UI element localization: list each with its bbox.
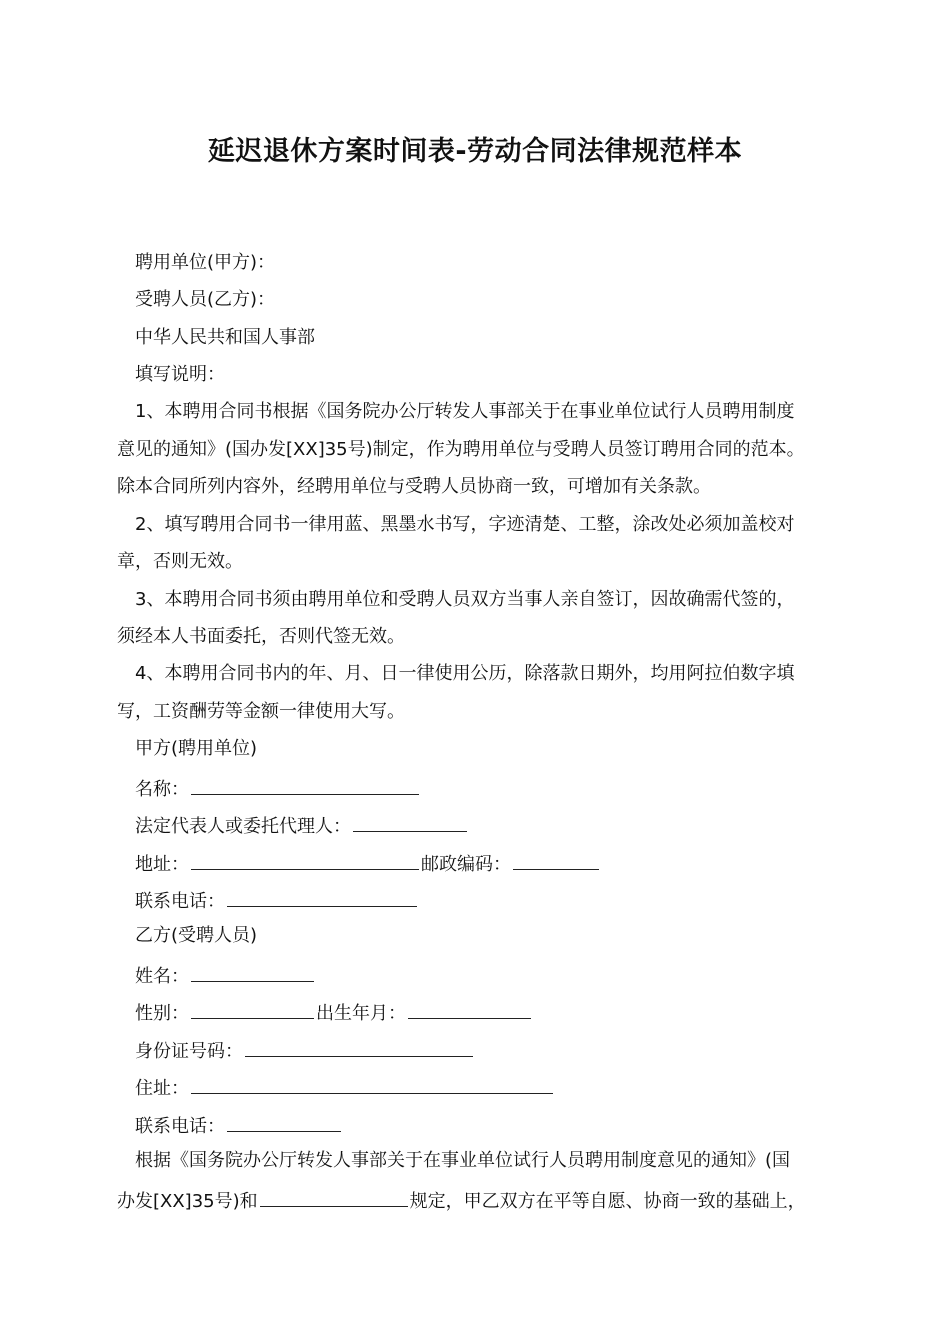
party-a-representative-label: 法定代表人或委托代理人：	[135, 816, 351, 837]
preamble-line-2	[117, 1186, 806, 1215]
party-a-representative-row	[135, 811, 469, 840]
preamble-regulation-blank[interactable]	[260, 1186, 408, 1207]
party-a-phone-label: 联系电话：	[135, 891, 225, 912]
party-b-name-label: 姓名：	[135, 966, 189, 987]
party-b-id-blank[interactable]	[245, 1036, 473, 1057]
instruction-2-line-1: 2、填写聘用合同书一律用蓝、黑墨水书写，字迹清楚、工整，涂改处必须加盖校对	[135, 514, 795, 535]
instruction-1-line-3: 除本合同所列内容外，经聘用单位与受聘人员协商一致，可增加有关条款。	[117, 476, 711, 497]
party-b-gender-blank[interactable]	[191, 998, 314, 1019]
instruction-4-line-1: 4、本聘用合同书内的年、月、日一律使用公历，除落款日期外，均用阿拉伯数字填	[135, 663, 795, 684]
preamble-basis-text: 办发[XX]35号)和	[117, 1191, 258, 1212]
party-b-birth-blank[interactable]	[408, 998, 531, 1019]
party-a-name-blank[interactable]	[191, 774, 419, 795]
instruction-3-line-2: 须经本人书面委托，否则代签无效。	[117, 626, 405, 647]
party-a-representative-blank[interactable]	[353, 811, 467, 832]
party-a-address-row	[135, 849, 601, 878]
party-a-name-label: 名称：	[135, 779, 189, 800]
party-b-phone-blank[interactable]	[227, 1111, 341, 1132]
instructions-heading: 填写说明：	[135, 364, 225, 385]
party-b-phone-row	[135, 1111, 343, 1140]
party-b-address-blank[interactable]	[191, 1073, 553, 1094]
preamble-line-1: 根据《国务院办公厅转发人事部关于在事业单位试行人员聘用制度意见的通知》(国	[135, 1150, 791, 1171]
party-a-phone-blank[interactable]	[227, 886, 417, 907]
instruction-3-line-1: 3、本聘用合同书须由聘用单位和受聘人员双方当事人亲自签订，因故确需代签的，	[135, 589, 795, 610]
party-b-phone-label: 联系电话：	[135, 1116, 225, 1137]
party-b-name-blank[interactable]	[191, 961, 314, 982]
issuer-line: 中华人民共和国人事部	[135, 327, 315, 348]
party-a-address-blank[interactable]	[191, 849, 419, 870]
party-a-phone-row	[135, 886, 419, 915]
instruction-4-line-2: 写，工资酬劳等金额一律使用大写。	[117, 701, 405, 722]
party-b-gender-label: 性别：	[135, 1003, 189, 1024]
party-a-name-row	[135, 774, 421, 803]
instruction-2-line-2: 章，否则无效。	[117, 551, 243, 572]
party-b-id-row	[135, 1036, 475, 1065]
party-b-address-label: 住址：	[135, 1078, 189, 1099]
party-b-birth-label: 出生年月：	[316, 1003, 406, 1024]
party-a-postcode-label: 邮政编码：	[421, 854, 511, 875]
party-b-address-row	[135, 1073, 555, 1102]
employer-heading: 聘用单位(甲方)：	[135, 252, 276, 273]
instruction-1-line-1: 1、本聘用合同书根据《国务院办公厅转发人事部关于在事业单位试行人员聘用制度	[135, 401, 795, 422]
preamble-agreement-text: 规定，甲乙双方在平等自愿、协商一致的基础上，	[409, 1191, 806, 1212]
party-a-address-label: 地址：	[135, 854, 189, 875]
party-b-name-row	[135, 961, 316, 990]
party-b-id-label: 身份证号码：	[135, 1041, 243, 1062]
party-a-postcode-blank[interactable]	[513, 849, 599, 870]
document-title: 延迟退休方案时间表-劳动合同法律规范样本	[207, 136, 743, 167]
instruction-1-line-2: 意见的通知》(国办发[XX]35号)制定，作为聘用单位与受聘人员签订聘用合同的范本。	[117, 439, 805, 460]
employee-heading: 受聘人员(乙方)：	[135, 289, 276, 310]
party-b-heading: 乙方(受聘人员)	[135, 925, 258, 946]
party-a-heading: 甲方(聘用单位)	[135, 738, 258, 759]
party-b-gender-row	[135, 998, 533, 1027]
